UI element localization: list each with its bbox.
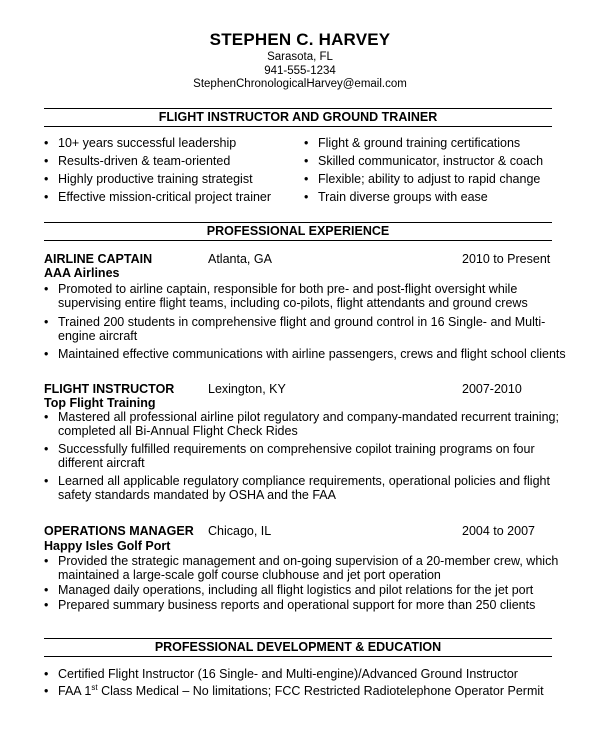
- job-bullet-continued: completed all Bi-Annual Flight Check Rides: [58, 424, 298, 438]
- job-location: Chicago, IL: [208, 524, 272, 538]
- job-location: Lexington, KY: [208, 382, 286, 396]
- job-title: FLIGHT INSTRUCTOR: [44, 382, 175, 396]
- section-header-education: PROFESSIONAL DEVELOPMENT & EDUCATION: [44, 638, 552, 657]
- company-name: Happy Isles Golf Port: [44, 539, 171, 553]
- job-bullet-continued: engine aircraft: [58, 329, 138, 343]
- location: Sarasota, FL: [267, 51, 333, 63]
- job-dates: 2010 to Present: [462, 252, 551, 266]
- phone: 941-555-1234: [264, 65, 336, 77]
- job-dates: 2007-2010: [462, 382, 522, 396]
- job-location: Atlanta, GA: [208, 252, 272, 266]
- job-title: OPERATIONS MANAGER: [44, 524, 194, 538]
- job-bullet-continued: supervising entire flight teams, including co-pilots, flight attendants and ground crews: [58, 296, 528, 310]
- job-title: AIRLINE CAPTAIN: [44, 252, 153, 266]
- education-item-text: Class Medical – No limitations; FCC Restricted Radiotelephone Operator Permit: [97, 684, 544, 698]
- job-bullet-continued: different aircraft: [58, 456, 145, 470]
- company-name: Top Flight Training: [44, 396, 156, 410]
- section-header-summary: FLIGHT INSTRUCTOR AND GROUND TRAINER: [44, 108, 552, 127]
- candidate-name: STEPHEN C. HARVEY: [209, 30, 391, 49]
- job-dates: 2004 to 2007: [462, 524, 535, 538]
- ordinal-suffix: st: [91, 682, 98, 692]
- section-header-experience: PROFESSIONAL EXPERIENCE: [44, 222, 552, 241]
- email: StephenChronologicalHarvey@email.com: [193, 78, 407, 90]
- education-item-text: FAA 1: [58, 684, 92, 698]
- job-bullet-continued: maintained a large-scale golf course clubhouse and jet port operation: [58, 568, 441, 582]
- company-name: AAA Airlines: [44, 266, 120, 280]
- job-bullet-continued: safety standards mandated by OSHA and the FAA: [58, 488, 336, 502]
